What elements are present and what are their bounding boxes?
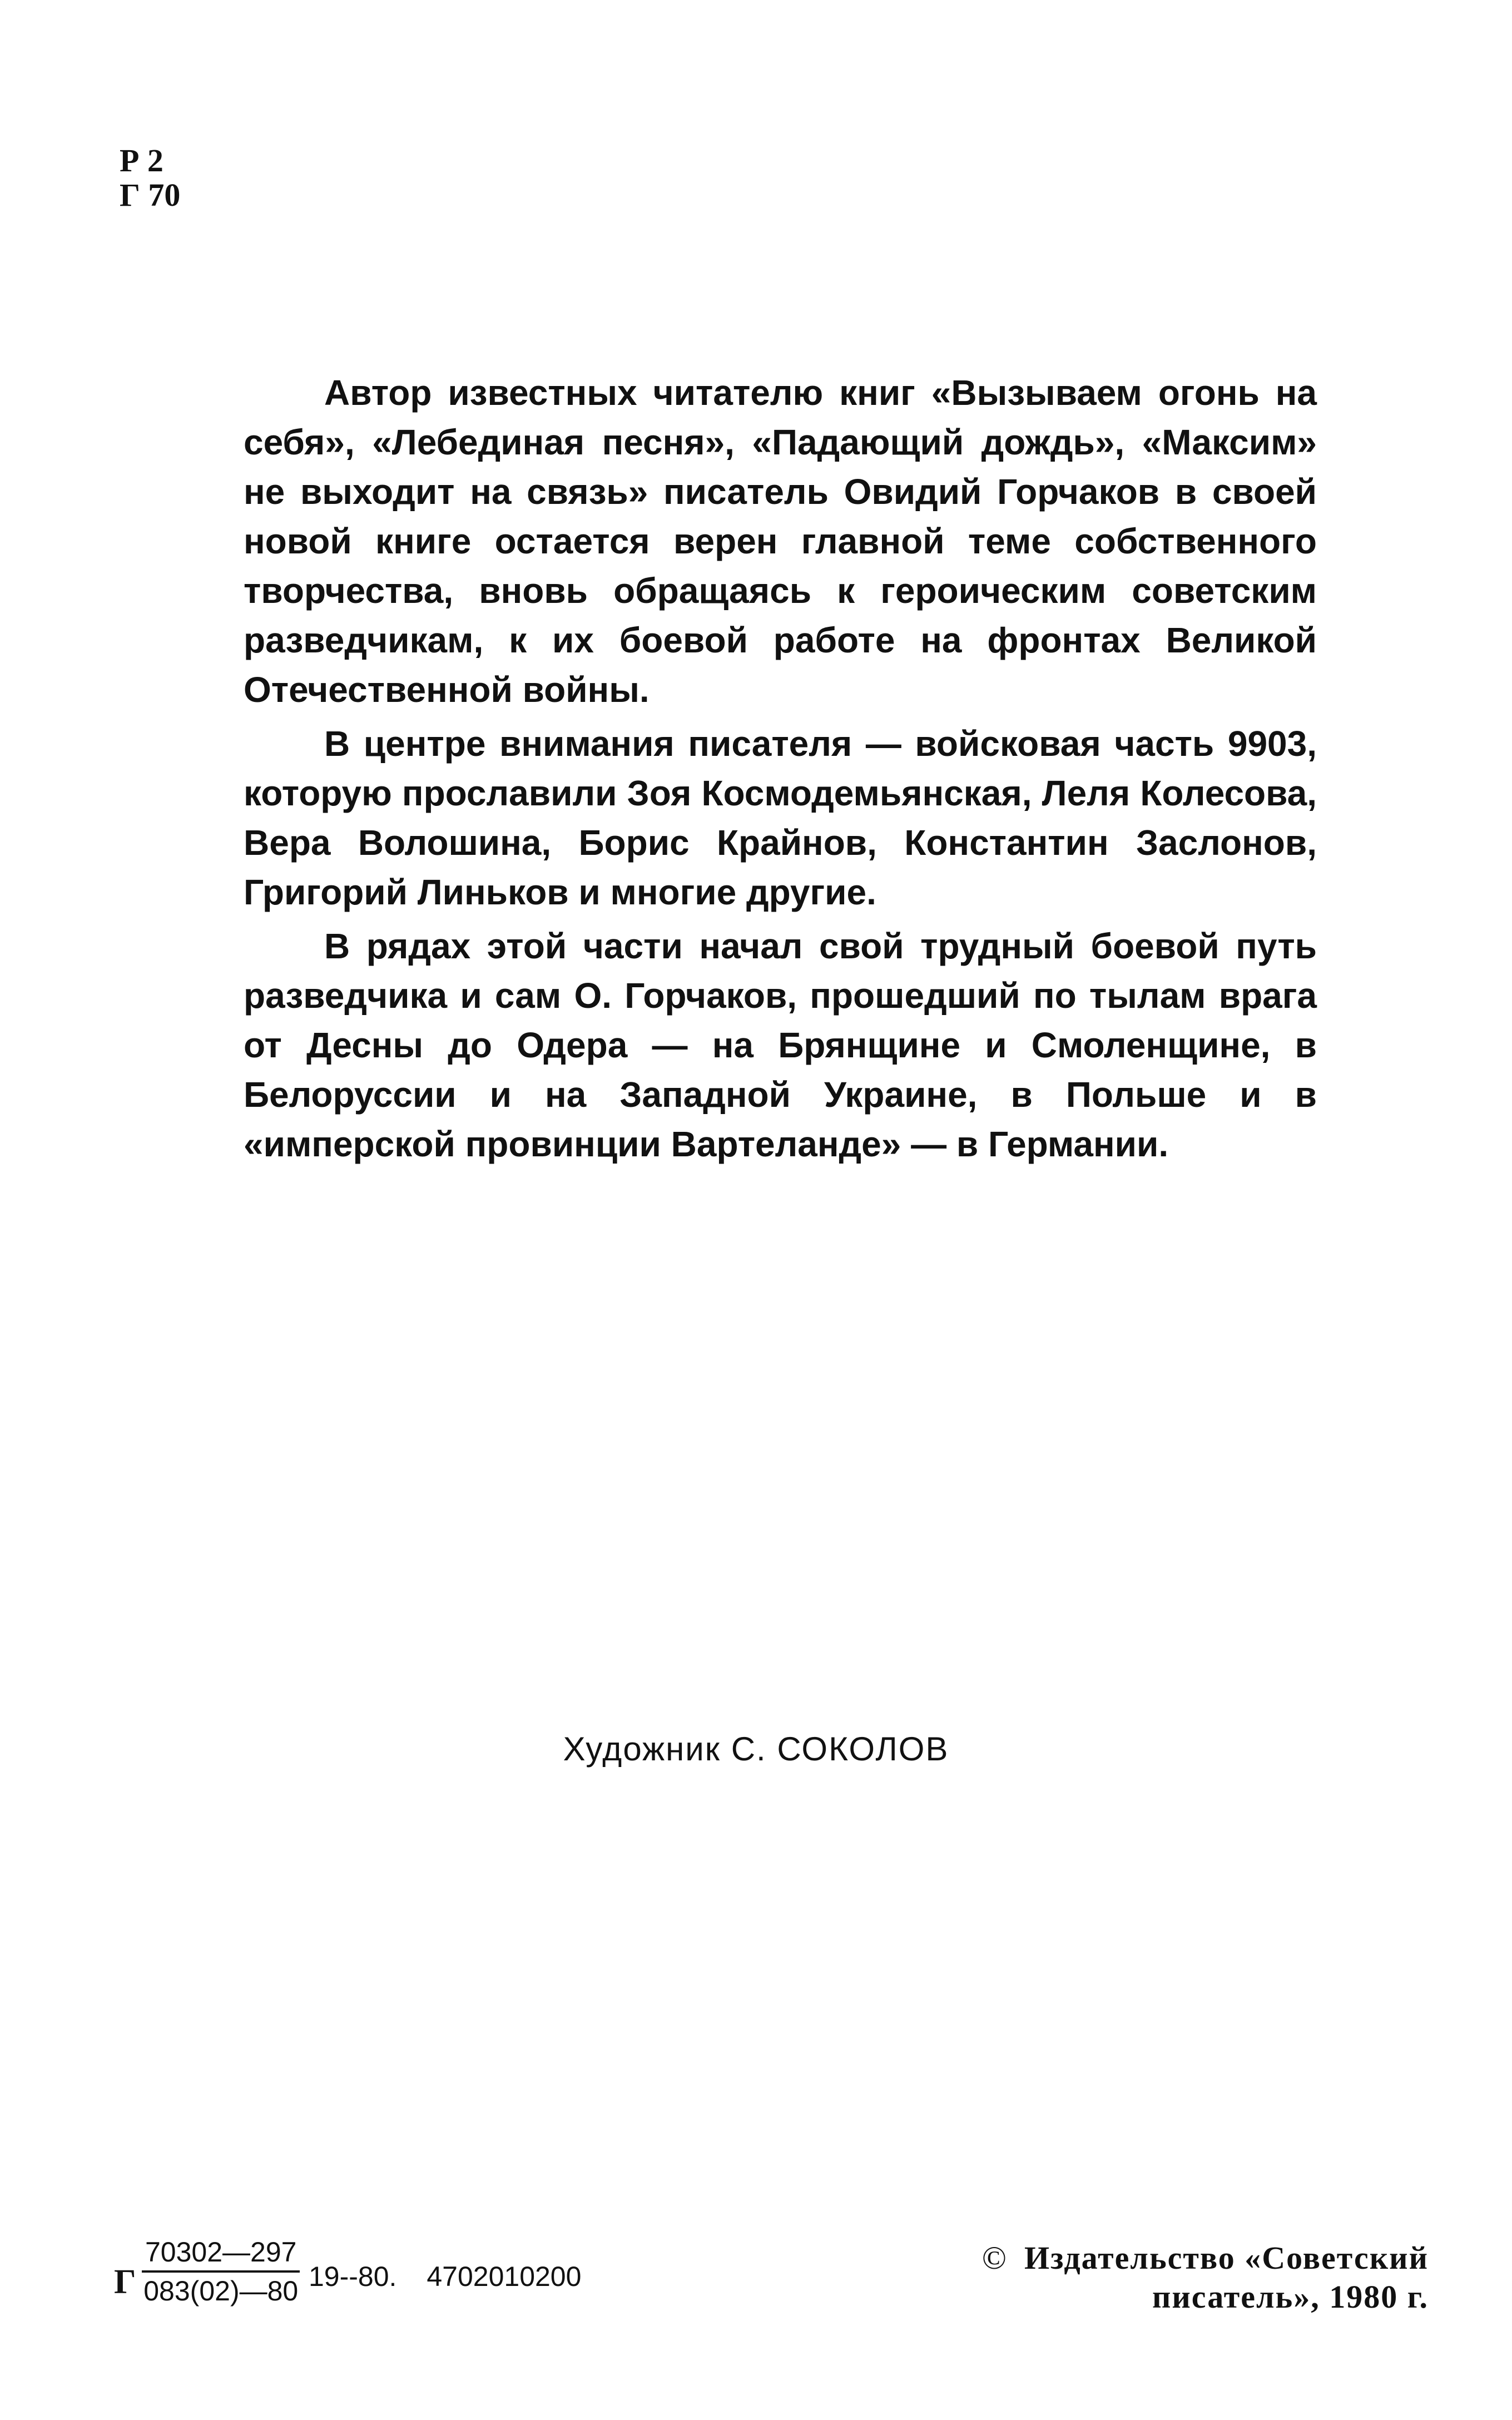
catalog-tail bbox=[309, 2260, 581, 2293]
annotation-paragraph-2: В центре внимания писателя — войсковая часть 9903, которую прославили Зоя Космодемьянская, Леля Колесова, Вера Волошина, Борис Крайнов, Константин Заслонов, Григорий Линьков и многие другие. bbox=[244, 724, 1317, 912]
annotation-paragraph-1: Автор известных читателю книг «Вызываем огонь на себя», «Лебединая песня», «Падающий дождь», «Максим» не выходит на связь» писатель Овидий Горчаков в своей новой книге остается верен главной теме собственного творчества, вновь обращаясь к героическим советским разведчикам, к их боевой работе на фронтах Великой Отечественной войны. bbox=[244, 373, 1317, 710]
copyright-publisher: Издательство «Советский bbox=[1024, 2240, 1429, 2276]
udk-line-2: Г 70 bbox=[120, 177, 181, 213]
catalog-isbn-code: 4702010200 bbox=[427, 2261, 582, 2292]
catalog-fraction bbox=[142, 2236, 300, 2307]
annotation-paragraph-3: В рядах этой части начал свой трудный боевой путь разведчика и сам О. Горчаков, прошедший по тылам врага от Десны до Одера — на Брянщине и Смоленщине, в Белоруссии и на Западной Украине, в Польше и в «имперской провинции Вартеланде» — в Германии. bbox=[244, 926, 1317, 1164]
copyright-line-1 bbox=[982, 2239, 1429, 2278]
copyright-notice bbox=[982, 2239, 1429, 2317]
artist-credit: Художник С. СОКОЛОВ bbox=[563, 1730, 949, 1768]
catalog-numerator: 70302—297 bbox=[142, 2236, 300, 2273]
copyright-line-2: писатель», 1980 г. bbox=[1152, 2279, 1429, 2315]
udk-line-1: Р 2 bbox=[120, 142, 163, 179]
book-annotation bbox=[244, 368, 1317, 1174]
catalog-denominator: 083(02)—80 bbox=[143, 2275, 299, 2307]
catalog-letter: Г bbox=[114, 2263, 136, 2301]
catalog-number: 19--80. bbox=[309, 2261, 397, 2292]
copyright-sign-icon: © bbox=[981, 2240, 1008, 2276]
udk-index bbox=[120, 143, 180, 212]
